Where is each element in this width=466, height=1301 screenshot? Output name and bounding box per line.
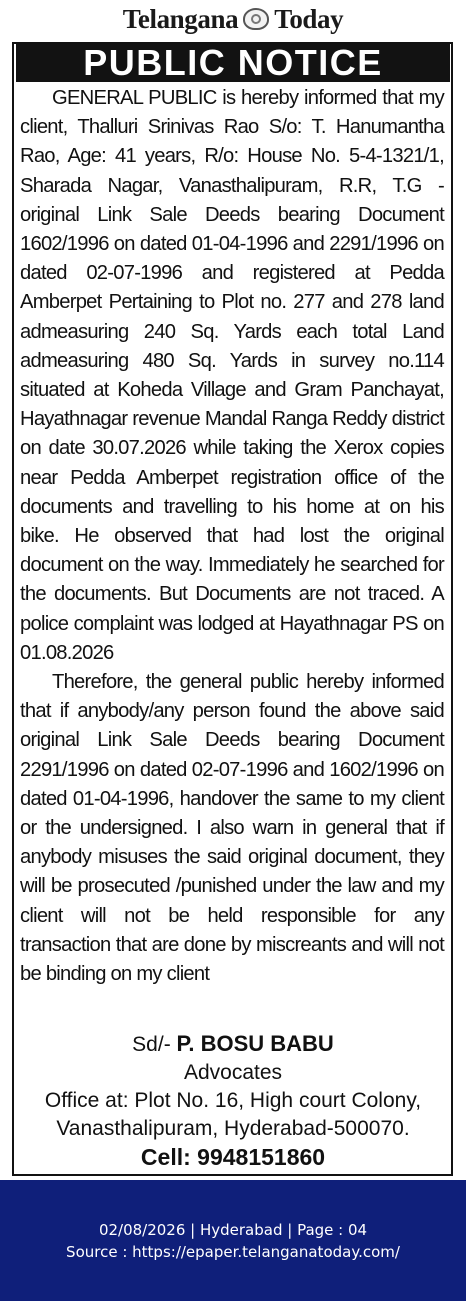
office-address-line-2: Vanasthalipuram, Hyderabad-500070. [56, 1117, 410, 1140]
footer-date-line: 02/08/2026 | Hyderabad | Page : 04 [98, 1221, 368, 1239]
masthead-left-word: Telangana [122, 3, 239, 34]
newspaper-masthead [0, 0, 466, 38]
source-footer [0, 1180, 466, 1301]
notice-paragraph-2: Therefore, the general public hereby informed that if anybody/any person found the above said original Link Sale Deeds bearing Document 2291/1996 on dated 02-07-1996 and 1602/1996 on dated 01-04-1996, handover the same to my client or the undersigned. I also warn in general that if anybody misuses the said original document, they will be prosecuted /punished under the law and my client will not be held responsible for any transaction that are done by miscreants and will not be binding on my client [20, 671, 444, 986]
notice-heading: PUBLIC NOTICE [16, 44, 450, 82]
footer-source-link[interactable]: Source : https://epaper.telanganatoday.com/ [66, 1243, 400, 1261]
telangana-emblem-icon [243, 8, 269, 30]
notice-paragraph-1: GENERAL PUBLIC is hereby informed that my client, Thalluri Srinivas Rao S/o: T. Hanumantha Rao, Age: 41 years, R/o: House No. 5-4-1321/1, Sharada Nagar, Vanasthalipuram, R.R, T.G - original Link Sale Deeds bearing Document 1602/1996 on dated 01-04-1996 and 2291/1996 on dated 02-07-1996 and registered at Pedda Amberpet Pertaining to Plot no. 277 and 278 land admeasuring 240 Sq. Yards each total Land admeasuring 480 Sq. Yards in survey no.114 situated at Koheda Village and Gram Panchayat, Hayathnagar revenue Mandal Ranga Reddy district on date 30.07.2026 while taking the Xerox copies near Pedda Amberpet registration office of the documents and travelling to his home at on his bike. He observed that had lost the original document on the way. Immediately he searched for the documents. But Documents are not traced. A police complaint was lodged at Hayathnagar PS on 01.08.2026 [20, 87, 444, 664]
signature-prefix: Sd/- [132, 1033, 171, 1056]
cell-number: Cell: 9948151860 [140, 1144, 326, 1170]
notice-body [20, 84, 444, 989]
signature-block [16, 1030, 450, 1171]
designation: Advocates [183, 1061, 283, 1084]
signature-line [16, 1030, 450, 1059]
advocate-name: P. BOSU BABU [176, 1031, 334, 1056]
masthead-right-word: Today [274, 3, 344, 34]
office-address-line-1: Office at: Plot No. 16, High court Colony, [44, 1089, 422, 1112]
